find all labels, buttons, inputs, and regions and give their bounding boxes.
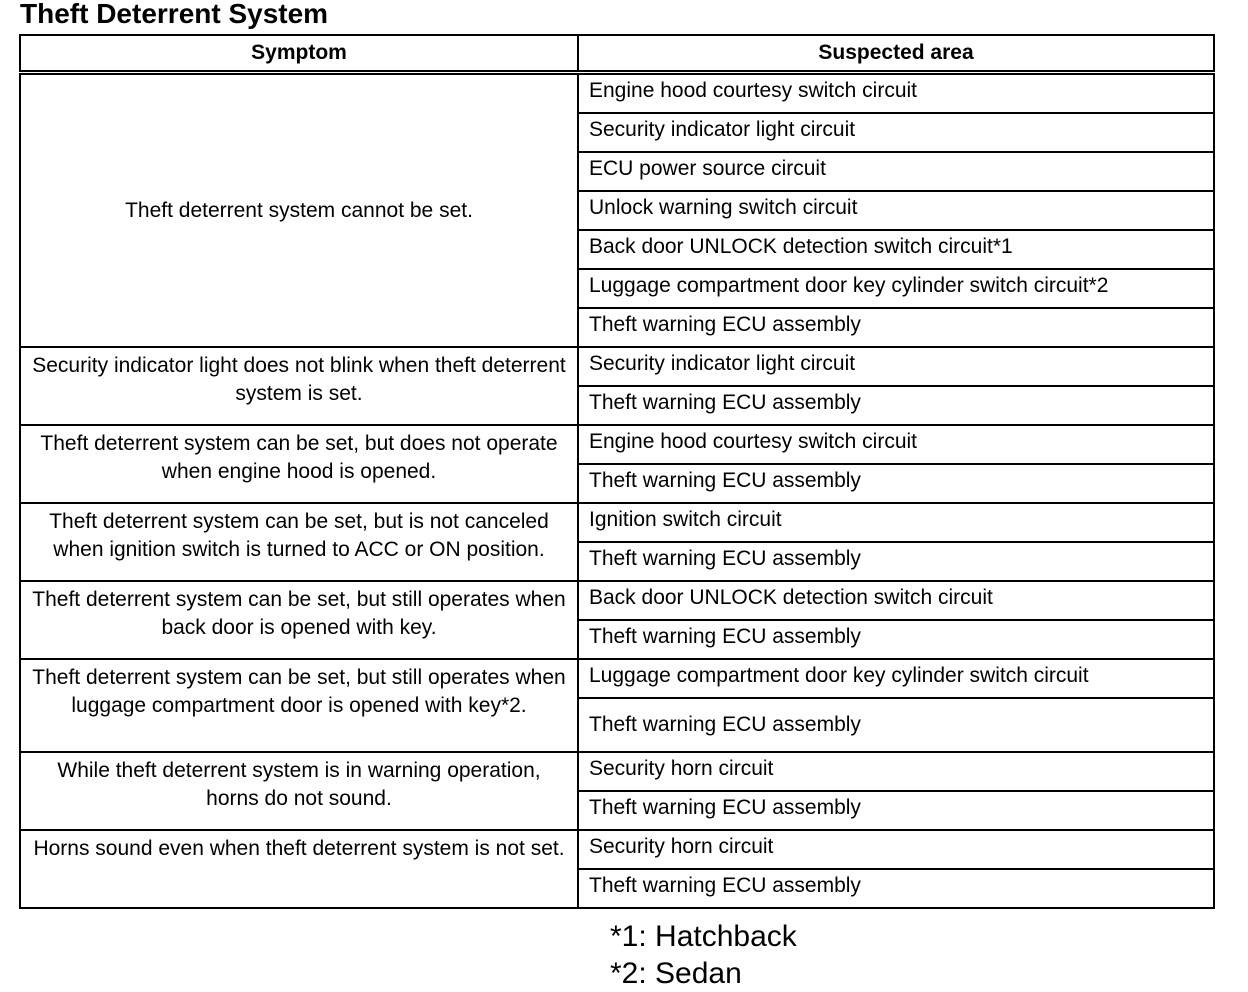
suspected-area-cell: Security indicator light circuit xyxy=(578,347,1214,386)
suspected-area-cell: ECU power source circuit xyxy=(578,152,1214,191)
table-row xyxy=(20,73,1214,114)
suspected-area-cell: Luggage compartment door key cylinder switch circuit*2 xyxy=(578,269,1214,308)
suspected-area-cell: Luggage compartment door key cylinder switch circuit xyxy=(578,659,1214,698)
table-row xyxy=(20,503,1214,542)
header-suspected-area: Suspected area xyxy=(578,35,1214,73)
table-row xyxy=(20,830,1214,869)
suspected-area-cell: Theft warning ECU assembly xyxy=(578,620,1214,659)
suspected-area-cell: Security indicator light circuit xyxy=(578,113,1214,152)
symptom-cell: Theft deterrent system can be set, but still operates when luggage compartment door is opened with key*2. xyxy=(20,659,578,752)
suspected-area-cell: Back door UNLOCK detection switch circuit*1 xyxy=(578,230,1214,269)
symptom-cell: While theft deterrent system is in warning operation, horns do not sound. xyxy=(20,752,578,830)
suspected-area-cell: Theft warning ECU assembly xyxy=(578,869,1214,908)
table-row xyxy=(20,425,1214,464)
header-symptom: Symptom xyxy=(20,35,578,73)
suspected-area-cell: Security horn circuit xyxy=(578,752,1214,791)
suspected-area-cell: Back door UNLOCK detection switch circuit xyxy=(578,581,1214,620)
suspected-area-cell: Theft warning ECU assembly xyxy=(578,464,1214,503)
table-row xyxy=(20,347,1214,386)
table-header-row xyxy=(20,35,1214,73)
symptom-cell: Theft deterrent system can be set, but does not operate when engine hood is opened. xyxy=(20,425,578,503)
symptom-cell: Horns sound even when theft deterrent system is not set. xyxy=(20,830,578,908)
suspected-area-cell: Theft warning ECU assembly xyxy=(578,542,1214,581)
footnotes xyxy=(610,918,797,992)
symptom-cell: Theft deterrent system can be set, but is not canceled when ignition switch is turned to ACC or ON position. xyxy=(20,503,578,581)
suspected-area-cell: Engine hood courtesy switch circuit xyxy=(578,73,1214,114)
footnote-sedan: *2: Sedan xyxy=(610,957,742,990)
suspected-area-cell: Ignition switch circuit xyxy=(578,503,1214,542)
suspected-area-cell: Theft warning ECU assembly xyxy=(578,791,1214,830)
symptom-table xyxy=(19,34,1215,909)
suspected-area-cell: Security horn circuit xyxy=(578,830,1214,869)
suspected-area-cell: Theft warning ECU assembly xyxy=(578,698,1214,752)
table-row xyxy=(20,659,1214,698)
suspected-area-cell: Engine hood courtesy switch circuit xyxy=(578,425,1214,464)
footnote-hatchback: *1: Hatchback xyxy=(610,920,797,953)
suspected-area-cell: Theft warning ECU assembly xyxy=(578,308,1214,347)
symptom-cell: Theft deterrent system cannot be set. xyxy=(20,73,578,348)
suspected-area-cell: Unlock warning switch circuit xyxy=(578,191,1214,230)
symptom-cell: Security indicator light does not blink when theft deterrent system is set. xyxy=(20,347,578,425)
page-title: Theft Deterrent System xyxy=(20,0,329,29)
table-row xyxy=(20,581,1214,620)
suspected-area-cell: Theft warning ECU assembly xyxy=(578,386,1214,425)
symptom-cell: Theft deterrent system can be set, but still operates when back door is opened with key. xyxy=(20,581,578,659)
table-row xyxy=(20,752,1214,791)
